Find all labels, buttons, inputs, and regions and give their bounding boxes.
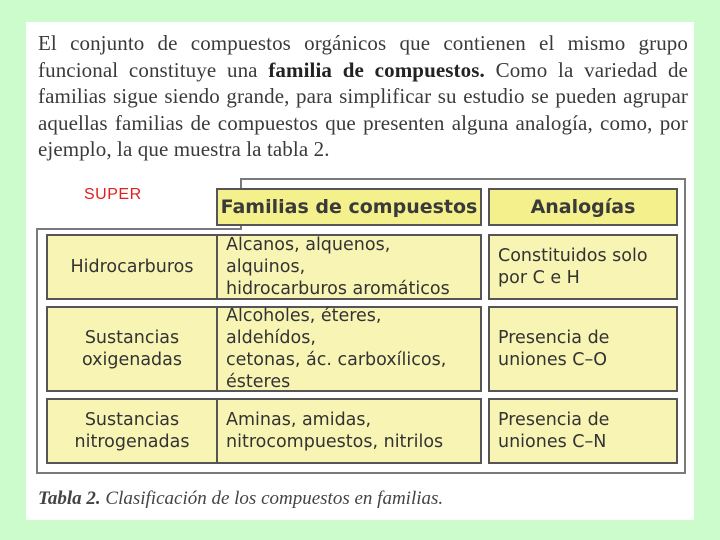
caption-text: Clasificación de los compuestos en familias. xyxy=(100,488,444,509)
caption-label: Tabla 2. xyxy=(38,488,101,509)
row-2-group xyxy=(46,306,218,392)
header-analogies: Analogías xyxy=(488,188,678,226)
row-1-families-text: Alcanos, alquenos, alquinos, hidrocarburos aromáticos xyxy=(226,235,450,299)
intro-bold-term: familia de compuestos. xyxy=(268,57,485,82)
row-3-group xyxy=(46,398,218,464)
intro-text-end: Como la variedad de familias sigue siendo grande, para simplificar su estudio se pueden agrupar aquellas familias de compuestos que presenten alguna analogía, como, por ejemplo, la que muestra la tabla 2. xyxy=(38,57,688,161)
row-3-families-text: Aminas, amidas, nitrocompuestos, nitrilos xyxy=(226,410,444,452)
row-1-analogy xyxy=(488,234,678,300)
row-2-group-text: Sustancias oxigenadas xyxy=(81,328,183,370)
frame-border-step xyxy=(36,228,242,230)
super-label: SUPER xyxy=(84,186,142,203)
row-3-families xyxy=(216,398,482,464)
frame-border-left-lower xyxy=(36,228,38,474)
row-2-families-text: Alcoholes, éteres, aldehídos, cetonas, ác. carboxílicos, ésteres xyxy=(226,306,447,392)
row-1-group-text: Hidrocarburos xyxy=(70,257,194,277)
header-families: Familias de compuestos xyxy=(216,188,482,226)
intro-paragraph xyxy=(38,30,688,163)
row-2-analogy-text: Presencia de uniones C–O xyxy=(498,328,610,370)
row-1-families xyxy=(216,234,482,300)
row-2-analogy xyxy=(488,306,678,392)
row-3-group-text: Sustancias nitrogenadas xyxy=(74,410,190,452)
row-1-group xyxy=(46,234,218,300)
row-3-analogy-text: Presencia de uniones C–N xyxy=(498,410,610,452)
row-3-analogy xyxy=(488,398,678,464)
row-2-families xyxy=(216,306,482,392)
row-1-analogy-text: Constituidos solo por C e H xyxy=(498,246,648,288)
frame-border-top xyxy=(240,178,686,180)
intro-text-start: El conjunto de compuestos orgánicos que contienen el mismo grupo funcional constituye una xyxy=(38,31,688,82)
table-caption xyxy=(38,488,443,510)
